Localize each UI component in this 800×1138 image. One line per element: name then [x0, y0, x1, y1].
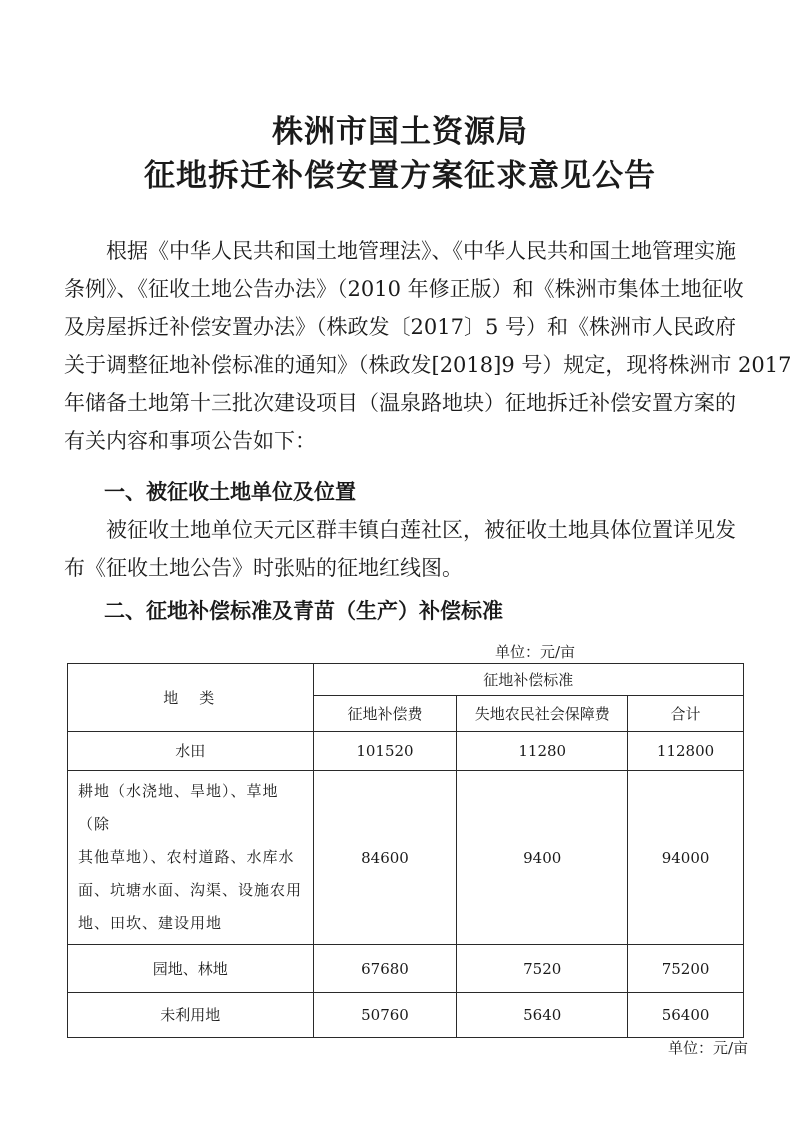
- land-type-line: 地、田坎、建设用地: [78, 914, 223, 932]
- footer-unit-label: 单位：元/亩: [668, 1039, 749, 1057]
- table-unit-label: 单位：元/亩: [495, 643, 576, 661]
- document-title-line1: 株洲市国土资源局: [272, 114, 528, 150]
- land-type-line: 其他草地）、农村道路、水库水: [78, 848, 295, 866]
- table-row: [68, 732, 744, 771]
- land-type-cell: 水田: [68, 732, 314, 771]
- social-security-cell: 7520: [457, 945, 628, 993]
- land-type-cell: [68, 771, 314, 945]
- total-cell: 112800: [628, 732, 744, 771]
- social-security-cell: 5640: [457, 993, 628, 1038]
- document-title-line2: 征地拆迁补偿安置方案征求意见公告: [144, 158, 656, 194]
- social-security-cell: 11280: [457, 732, 628, 771]
- header-group: 征地补偿标准: [313, 664, 743, 696]
- header-land-type: 地 类: [68, 664, 314, 732]
- section1-line: 布《征收土地公告》时张贴的征地红线图。: [64, 556, 463, 580]
- intro-line: 及房屋拆迁补偿安置办法》（株政发〔2017〕5 号）和《株洲市人民政府: [64, 315, 736, 339]
- table-row: [68, 945, 744, 993]
- intro-line: 年储备土地第十三批次建设项目（温泉路地块）征地拆迁补偿安置方案的: [64, 391, 736, 415]
- section1-heading: 一、被征收土地单位及位置: [104, 479, 356, 504]
- compensation-cell: 101520: [313, 732, 457, 771]
- table-row: [68, 993, 744, 1038]
- social-security-cell: 9400: [457, 771, 628, 945]
- compensation-cell: 67680: [313, 945, 457, 993]
- total-cell: 56400: [628, 993, 744, 1038]
- land-type-line: 面、坑塘水面、沟渠、设施农用: [78, 881, 303, 899]
- compensation-cell: 84600: [313, 771, 457, 945]
- intro-line: 条例》、《征收土地公告办法》（2010 年修正版）和《株洲市集体土地征收: [64, 277, 744, 301]
- land-type-cell: 未利用地: [68, 993, 314, 1038]
- header-compensation: 征地补偿费: [313, 696, 457, 732]
- table-row: [68, 771, 744, 945]
- header-social-security: 失地农民社会保障费: [457, 696, 628, 732]
- total-cell: 94000: [628, 771, 744, 945]
- intro-paragraph: [64, 232, 792, 460]
- land-type-line: 耕地（水浇地、旱地）、草地（除: [78, 782, 279, 833]
- section1-line: 被征收土地单位天元区群丰镇白莲社区，被征收土地具体位置详见发: [64, 518, 736, 542]
- section2-heading: 二、征地补偿标准及青苗（生产）补偿标准: [104, 598, 503, 623]
- header-total: 合计: [628, 696, 744, 732]
- intro-line: 根据《中华人民共和国土地管理法》、《中华人民共和国土地管理实施: [64, 239, 736, 263]
- intro-line: 有关内容和事项公告如下：: [64, 429, 316, 453]
- compensation-cell: 50760: [313, 993, 457, 1038]
- section1-paragraph: [64, 511, 744, 587]
- land-type-cell: 园地、林地: [68, 945, 314, 993]
- compensation-table: [67, 663, 744, 1038]
- total-cell: 75200: [628, 945, 744, 993]
- intro-line: 关于调整征地补偿标准的通知》（株政发[2018]9 号）规定，现将株洲市 2017: [64, 353, 792, 377]
